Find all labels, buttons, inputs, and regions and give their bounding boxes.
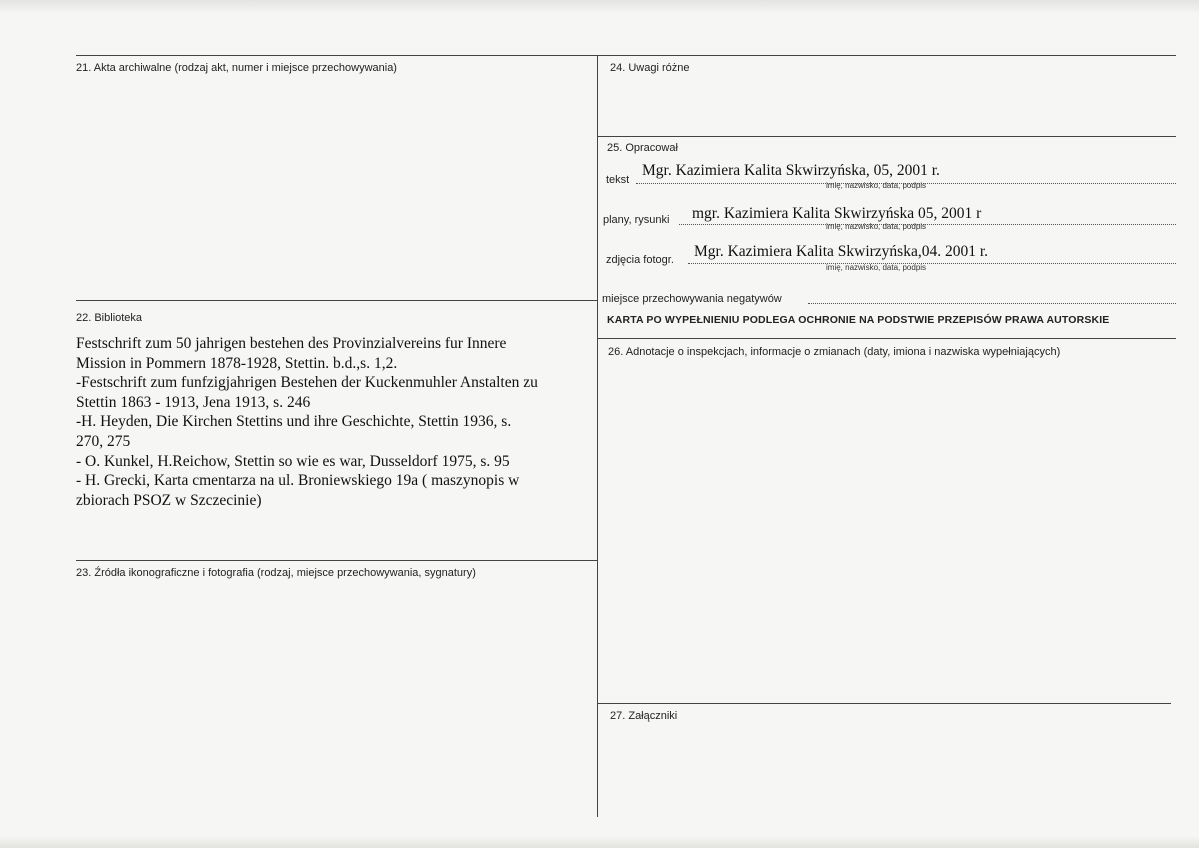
bibliography-line: -H. Heyden, Die Kirchen Stettins und ihre Geschichte, Stettin 1936, s. [76, 413, 512, 431]
bibliography-line: - H. Grecki, Karta cmentarza na ul. Broniewskiego 19a ( maszynopis w [76, 472, 520, 490]
divider-top-left [76, 55, 597, 56]
section-21-label: 21. Akta archiwalne (rodzaj akt, numer i miejsce przechowywania) [76, 62, 397, 74]
plany-label: plany, rysunki [603, 214, 670, 226]
divider-22-23 [76, 560, 597, 561]
zdjecia-label: zdjęcia fotogr. [606, 254, 674, 266]
bibliography-line: Stettin 1863 - 1913, Jena 1913, s. 246 [76, 393, 311, 411]
bibliography-line: 270, 275 [76, 432, 131, 450]
section-25-label: 25. Opracował [607, 142, 678, 154]
zdjecia-dotted-line [688, 263, 1176, 264]
copyright-notice: KARTA PO WYPEŁNIENIU PODLEGA OCHRONIE NA PODSTWIE PRZEPISÓW PRAWA AUTORSKIE [607, 314, 1110, 326]
bibliography-line: -Festschrift zum funfzigjahrigen Bestehen der Kuckenmuhler Anstalten zu [76, 374, 538, 392]
bibliography-line: Mission in Pommern 1878-1928, Stettin. b.d.,s. 1,2. [76, 354, 398, 372]
negatywy-label: miejsce przechowywania negatywów [602, 293, 782, 305]
divider-26-27 [597, 703, 1171, 704]
bibliography-line: zbiorach PSOZ w Szczecinie) [76, 491, 262, 509]
divider-21-22 [76, 300, 597, 301]
tekst-label: tekst [606, 174, 630, 186]
tekst-hint: imię, nazwisko, data, podpis [826, 181, 927, 190]
plany-value: mgr. Kazimiera Kalita Skwirzyńska 05, 2001 r [692, 205, 982, 222]
bibliography-text [76, 334, 588, 510]
zdjecia-value: Mgr. Kazimiera Kalita Skwirzyńska,04. 2001 r. [694, 243, 989, 260]
tekst-value: Mgr. Kazimiera Kalita Skwirzyńska, 05, 2001 r. [642, 162, 940, 179]
negatywy-dotted-line [808, 303, 1176, 304]
section-26-label: 26. Adnotacje o inspekcjach, informacje o zmianach (daty, imiona i nazwiska wypełniających) [608, 346, 1061, 358]
divider-25-26 [597, 338, 1176, 339]
section-23-label: 23. Źródła ikonograficzne i fotografia (rodzaj, miejsce przechowywania, sygnatury) [76, 567, 476, 579]
section-27-label: 27. Załączniki [610, 710, 678, 722]
bibliography-line: - O. Kunkel, H.Reichow, Stettin so wie es war, Dusseldorf 1975, s. 95 [76, 452, 510, 470]
bibliography-line: Festschrift zum 50 jahrigen bestehen des Provinzialvereins fur Innere [76, 335, 507, 352]
scan-edge-bottom [0, 836, 1199, 848]
plany-hint: imię, nazwisko, data, podpis [826, 222, 927, 231]
scan-edge-top [0, 0, 1199, 14]
divider-top-right [597, 55, 1176, 56]
section-22-label: 22. Biblioteka [76, 312, 143, 324]
plany-dotted-line [679, 224, 1176, 225]
zdjecia-hint: imię, nazwisko, data, podpis [826, 263, 927, 272]
divider-24-25 [597, 136, 1176, 137]
section-24-label: 24. Uwagi różne [610, 62, 690, 74]
